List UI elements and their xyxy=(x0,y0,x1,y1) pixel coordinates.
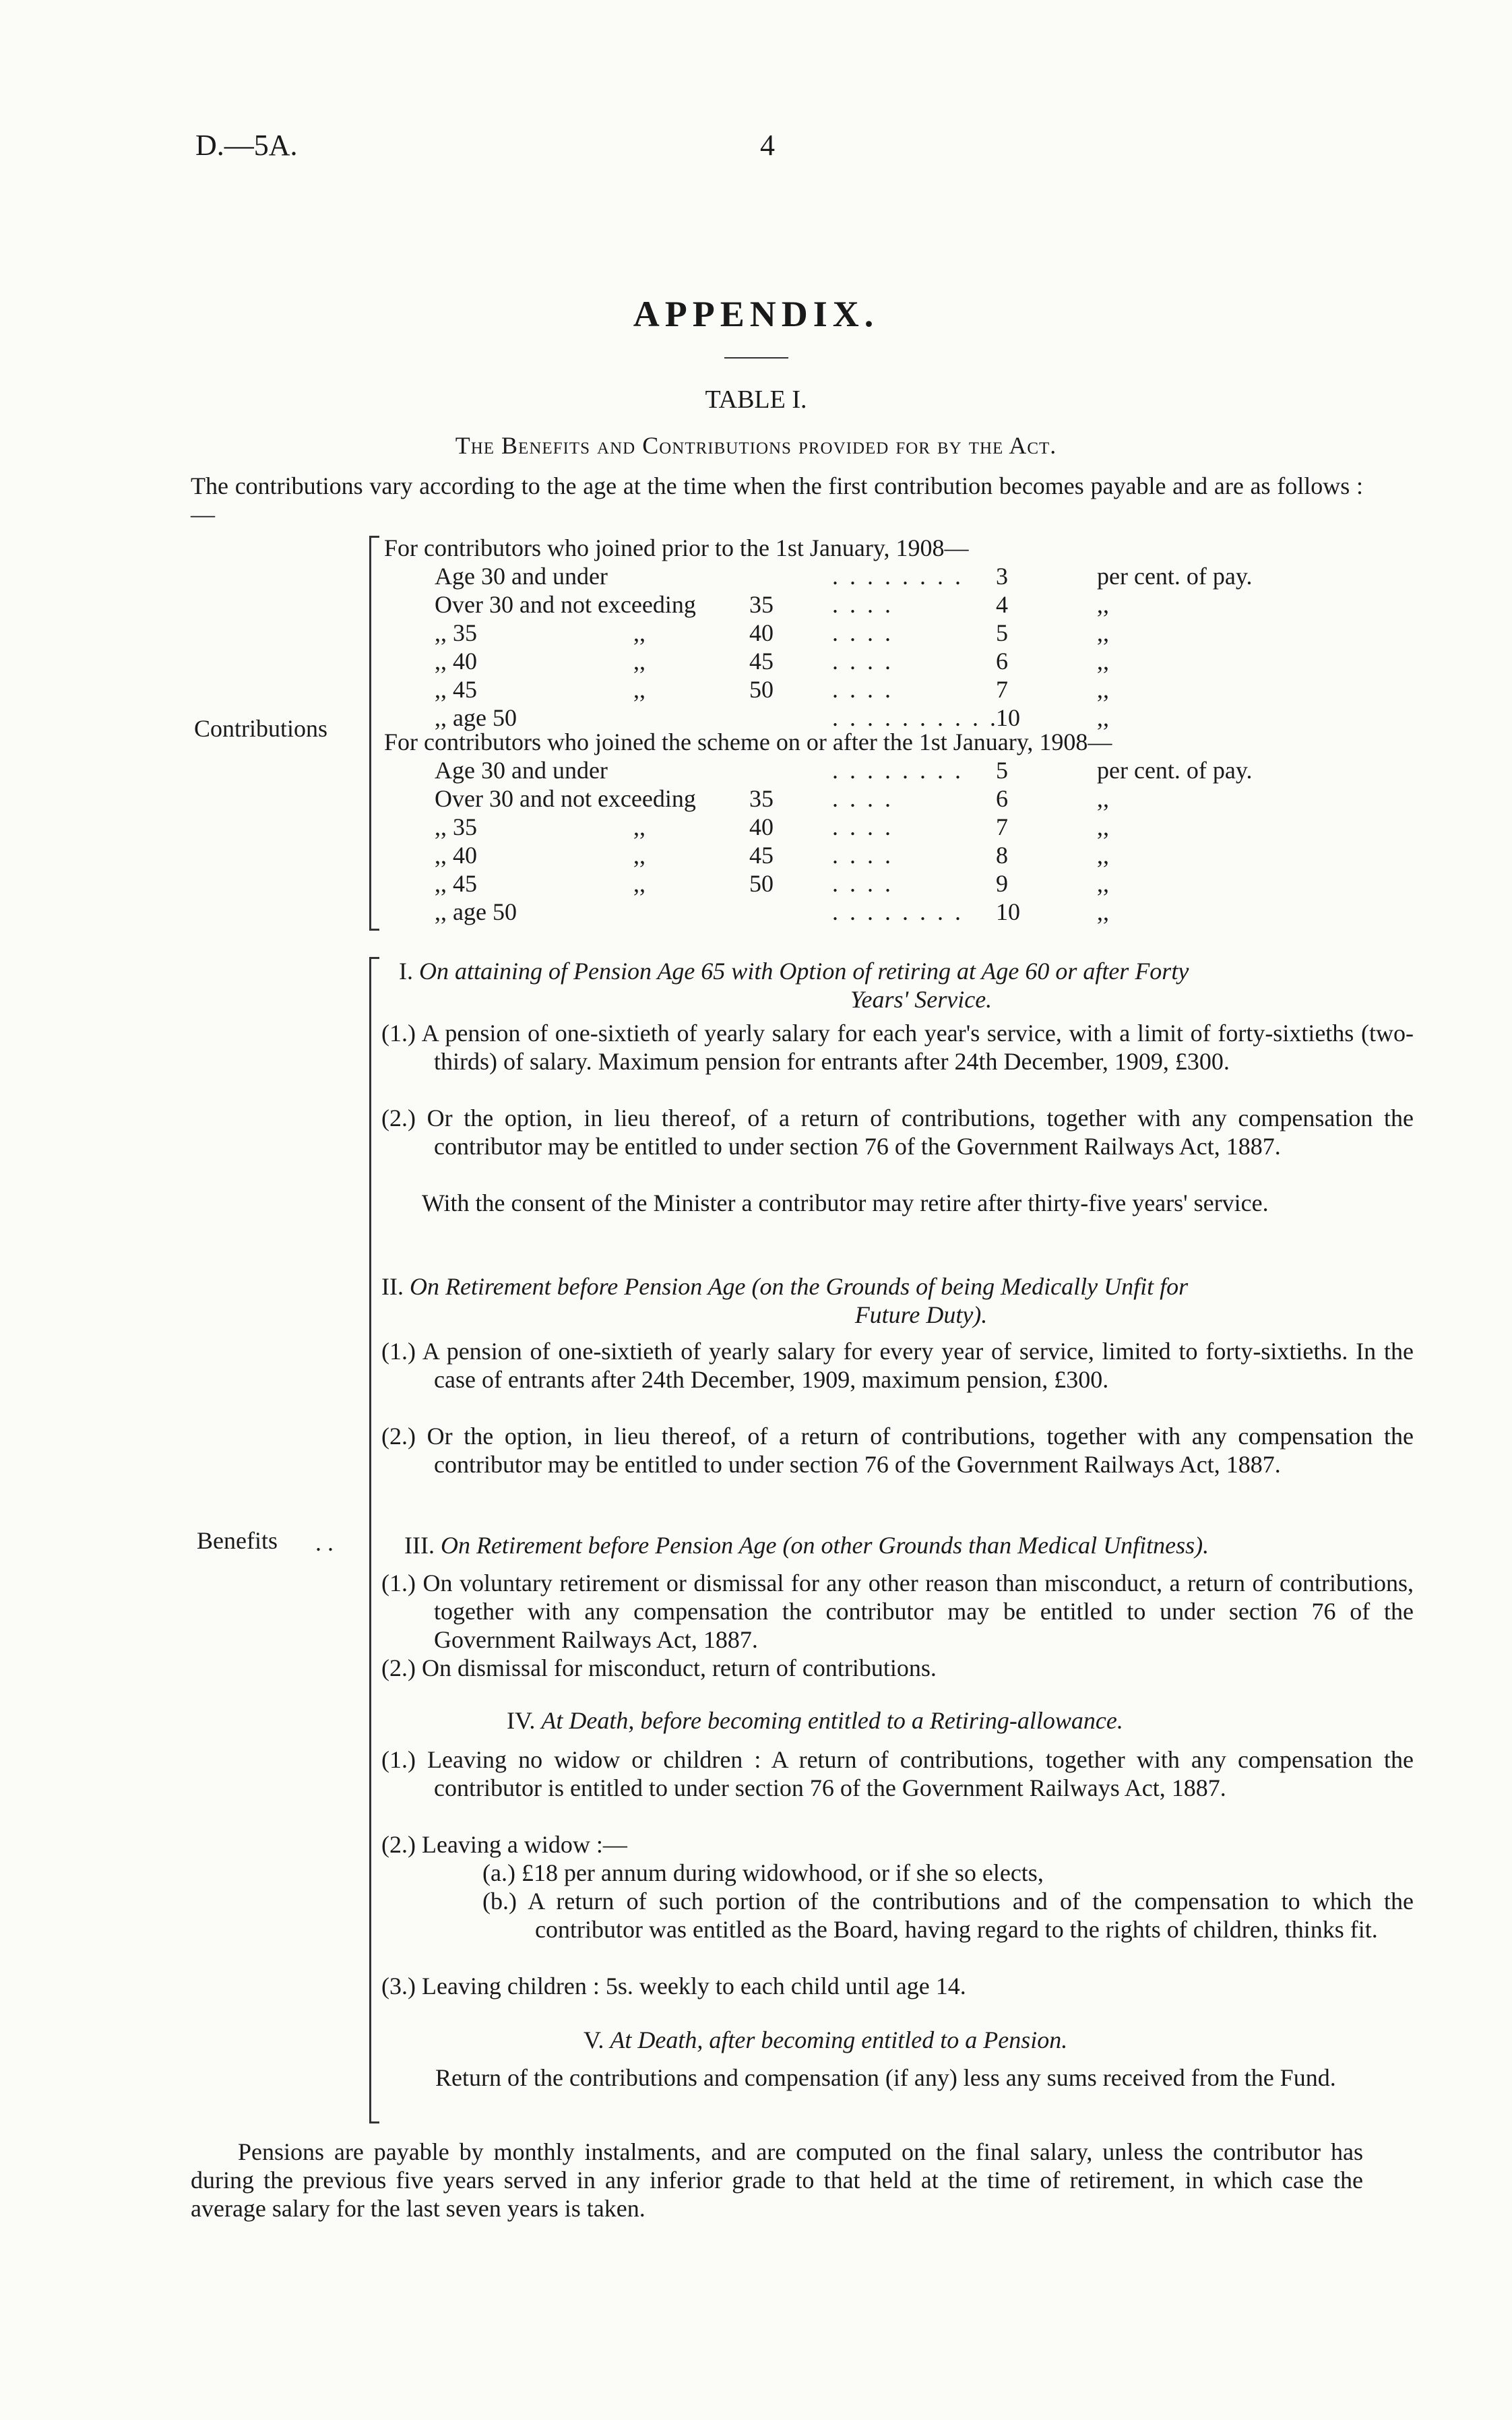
row-leader-dots: . . . . . . . . xyxy=(832,757,964,784)
row-age-to: 50 xyxy=(749,676,774,703)
row-unit: ,, xyxy=(1097,619,1109,646)
row-rate: 8 xyxy=(996,842,1008,869)
row-rate: 3 xyxy=(996,563,1008,590)
section-1-para-3: With the consent of the Minister a contributor may retire after thirty-five years' service. xyxy=(422,1189,1269,1216)
row-leader-dots: . . . . . . . . xyxy=(832,898,964,925)
row-ditto: ,, xyxy=(633,870,645,897)
section-1-para-1: (1.) A pension of one-sixtieth of yearly salary for each year's service, with a limit of forty-sixtieths (two-thirds) of salary. Maximum pension for entrants after 24th December, 1909, £300. xyxy=(381,1020,1414,1075)
section-2-para-1: (1.) A pension of one-sixtieth of yearly salary for every year of service, limited to forty-sixtieths. In the case of entrants after 24th December, 1909, maximum pension, £300. xyxy=(381,1338,1414,1393)
row-rate: 10 xyxy=(996,704,1020,731)
row-rate: 4 xyxy=(996,591,1008,618)
row-unit: ,, xyxy=(1097,813,1109,840)
row-age-from: Over 30 and not exceeding xyxy=(435,591,696,618)
row-unit: ,, xyxy=(1097,870,1109,897)
section-2-title-a: On Retirement before Pension Age (on the Grounds of being Medically Unfit for xyxy=(409,1273,1189,1300)
row-leader-dots: . . . . . . . . . . xyxy=(832,704,999,731)
row-ditto: ,, xyxy=(633,648,645,675)
section-5-title: At Death, after becoming entitled to a Pension. xyxy=(610,2026,1068,2053)
row-ditto: ,, xyxy=(633,842,645,869)
row-rate: 9 xyxy=(996,870,1008,897)
row-leader-dots: . . . . xyxy=(832,591,893,618)
row-ditto: ,, xyxy=(633,676,645,703)
row-unit: ,, xyxy=(1097,591,1109,618)
page-number: 4 xyxy=(760,129,775,162)
row-unit: ,, xyxy=(1097,704,1109,731)
row-age-from: Over 30 and not exceeding xyxy=(435,785,696,812)
row-age-to: 40 xyxy=(749,813,774,840)
row-leader-dots: . . . . xyxy=(832,813,893,840)
row-age-from: ,, 45 xyxy=(435,676,477,703)
row-rate: 5 xyxy=(996,619,1008,646)
row-leader-dots: . . . . xyxy=(832,619,893,646)
row-age-from: ,, 40 xyxy=(435,842,477,869)
row-ditto: ,, xyxy=(633,619,645,646)
row-age-from: ,, age 50 xyxy=(435,898,517,925)
row-leader-dots: . . . . xyxy=(832,842,893,869)
row-leader-dots: . . . . xyxy=(832,870,893,897)
title-rule xyxy=(724,357,788,359)
row-age-from: ,, 35 xyxy=(435,619,477,646)
row-age-from: ,, age 50 xyxy=(435,704,517,731)
section-4-para-2b: (b.) A return of such portion of the contributions and of the compensation to which the contributor was entitled as the Board, having regard to the rights of children, thinks fit. xyxy=(482,1888,1414,1943)
section-4-para-3: (3.) Leaving children : 5s. weekly to each child until age 14. xyxy=(381,1973,966,1999)
row-rate: 5 xyxy=(996,757,1008,784)
table-subtitle: The Benefits and Contributions provided for by the Act. xyxy=(455,432,1057,459)
section-1-title-a: On attaining of Pension Age 65 with Option of retiring at Age 60 or after Forty xyxy=(419,958,1189,985)
row-unit: ,, xyxy=(1097,842,1109,869)
row-age-from: Age 30 and under xyxy=(435,563,608,590)
section-1-number: I. xyxy=(399,958,413,985)
row-unit: ,, xyxy=(1097,648,1109,675)
section-4-para-1: (1.) Leaving no widow or children : A return of contributions, together with any compensation the contributor is entitled to under section 76 of the Government Railways Act, 1887. xyxy=(381,1746,1414,1801)
row-unit: per cent. of pay. xyxy=(1097,757,1253,784)
section-4-para-2: (2.) Leaving a widow :— xyxy=(381,1831,627,1858)
section-3-number: III. xyxy=(404,1532,435,1559)
section-2-para-2: (2.) Or the option, in lieu thereof, of a return of contributions, together with any compensation the contributor may be entitled to under section 76 of the Government Railways Act, 1887. xyxy=(381,1423,1414,1478)
section-3-para-1: (1.) On voluntary retirement or dismissal for any other reason than misconduct, a return of contributions, together with any compensation the contributor may be entitled to under section 76 of the Government Railways Act, 1887. xyxy=(381,1570,1414,1653)
section-2-heading xyxy=(381,1272,1188,1301)
row-unit: per cent. of pay. xyxy=(1097,563,1253,590)
row-age-to: 45 xyxy=(749,648,774,675)
row-age-to: 40 xyxy=(749,619,774,646)
document-reference: D.—5A. xyxy=(195,129,298,162)
row-unit: ,, xyxy=(1097,676,1109,703)
section-4-title: At Death, before becoming entitled to a Retiring-allowance. xyxy=(541,1707,1123,1734)
section-3-title: On Retirement before Pension Age (on other Grounds than Medical Unfitness). xyxy=(440,1532,1209,1559)
section-3-heading xyxy=(404,1531,1209,1559)
row-unit: ,, xyxy=(1097,785,1109,812)
section-5-number: V. xyxy=(584,2026,604,2053)
row-ditto: ,, xyxy=(633,813,645,840)
row-rate: 10 xyxy=(996,898,1020,925)
row-leader-dots: . . . . . . . . xyxy=(832,563,964,590)
section-1-heading xyxy=(399,957,1189,985)
contributions-brace xyxy=(369,536,379,931)
row-age-to: 35 xyxy=(749,591,774,618)
footer-paragraph: Pensions are payable by monthly instalments, and are computed on the final salary, unless the contributor has during the previous five years served in any inferior grade to that held at the time of retirement, in which case the average salary for the last seven years is taken. xyxy=(191,2138,1363,2222)
benefits-brace xyxy=(369,957,379,2123)
benefits-label: Benefits xyxy=(197,1527,278,1554)
row-leader-dots: . . . . xyxy=(832,648,893,675)
page-title: APPENDIX. xyxy=(633,294,879,334)
row-rate: 7 xyxy=(996,813,1008,840)
row-age-from: ,, 45 xyxy=(435,870,477,897)
table-title: TABLE I. xyxy=(705,385,807,414)
group1-heading: For contributors who joined prior to the 1st January, 1908— xyxy=(384,534,969,561)
row-age-from: ,, 40 xyxy=(435,648,477,675)
row-rate: 6 xyxy=(996,648,1008,675)
section-1-title-b: Years' Service. xyxy=(850,986,993,1013)
row-age-from: Age 30 and under xyxy=(435,757,608,784)
contributions-label: Contributions xyxy=(194,715,328,742)
section-3-para-2: (2.) On dismissal for misconduct, return of contributions. xyxy=(381,1654,937,1681)
section-5-para-1: Return of the contributions and compensation (if any) less any sums received from the Fund. xyxy=(435,2064,1336,2091)
section-4-para-2a: (a.) £18 per annum during widowhood, or if she so elects, xyxy=(482,1859,1044,1886)
row-age-from: ,, 35 xyxy=(435,813,477,840)
section-4-heading xyxy=(507,1706,1123,1735)
row-leader-dots: . . . . xyxy=(832,676,893,703)
row-age-to: 50 xyxy=(749,870,774,897)
row-age-to: 35 xyxy=(749,785,774,812)
intro-paragraph: The contributions vary according to the age at the time when the first contribution becomes payable and are as follows :— xyxy=(191,472,1363,528)
group2-heading: For contributors who joined the scheme on or after the 1st January, 1908— xyxy=(384,728,1112,755)
benefits-label-dots: . . xyxy=(315,1529,334,1556)
section-5-heading xyxy=(584,2026,1067,2054)
row-age-to: 45 xyxy=(749,842,774,869)
row-rate: 6 xyxy=(996,785,1008,812)
row-rate: 7 xyxy=(996,676,1008,703)
section-2-title-b: Future Duty). xyxy=(854,1301,988,1328)
row-leader-dots: . . . . xyxy=(832,785,893,812)
section-2-number: II. xyxy=(381,1273,404,1300)
row-unit: ,, xyxy=(1097,898,1109,925)
section-4-number: IV. xyxy=(507,1707,536,1734)
section-1-para-2: (2.) Or the option, in lieu thereof, of a return of contributions, together with any compensation the contributor may be entitled to under section 76 of the Government Railways Act, 1887. xyxy=(381,1105,1414,1160)
